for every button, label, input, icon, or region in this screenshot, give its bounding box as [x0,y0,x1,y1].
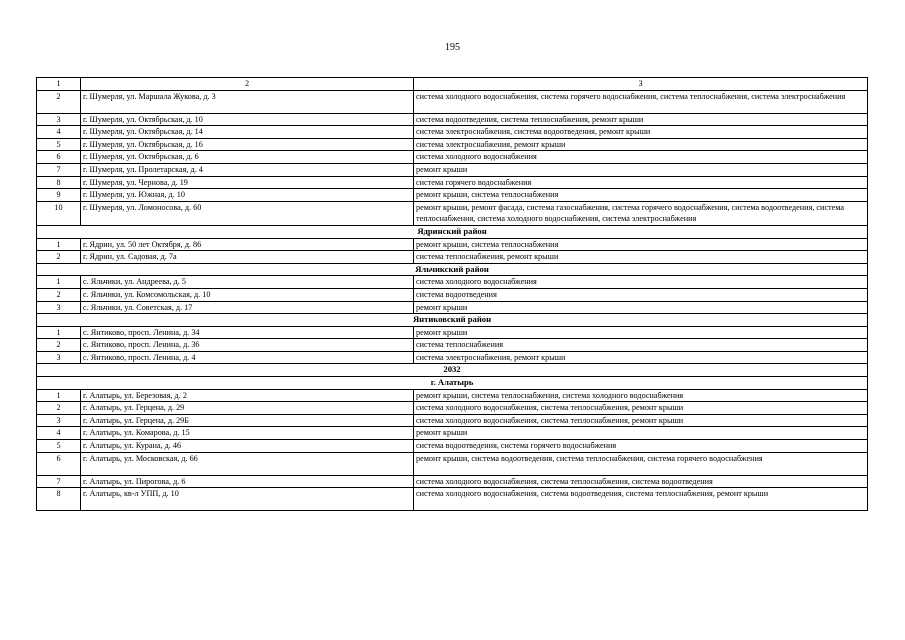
row-works: ремонт крыши, система водоотведения, система теплоснабжения, система горячего водоснабжения [414,452,868,475]
table-row [37,427,868,440]
row-address: г. Алатырь, ул. Курана, д. 46 [81,440,414,453]
table-row [37,351,868,364]
row-works: ремонт крыши, система теплоснабжения [414,189,868,202]
table-row [37,488,868,511]
row-works: ремонт крыши [414,301,868,314]
row-works: система холодного водоснабжения, система теплоснабжения, система водоотведения [414,475,868,488]
table-row [37,201,868,225]
row-works: система электроснабжения, ремонт крыши [414,138,868,151]
row-number: 8 [37,488,81,511]
repair-schedule-table [36,77,868,511]
table-row [37,163,868,176]
row-works: система холодного водоснабжения, система теплоснабжения, ремонт крыши [414,402,868,415]
row-number: 6 [37,151,81,164]
row-address: г. Ядрин, ул. Садовая, д. 7а [81,251,414,264]
section-heading: 2032 [37,364,868,377]
column-header-1: 1 [37,78,81,91]
section-heading: Ядринский район [37,225,868,238]
row-address: с. Яльчики, ул. Комсомольская, д. 10 [81,288,414,301]
table-row [37,440,868,453]
table-row [37,251,868,264]
table-row [37,452,868,475]
header-row [37,78,868,91]
section-heading: Янтиковский район [37,314,868,327]
row-address: г. Алатырь, ул. Пирогова, д. 6 [81,475,414,488]
row-number: 4 [37,126,81,139]
row-address: г. Алатырь, ул. Герцена, д. 29 [81,402,414,415]
column-header-3: 3 [414,78,868,91]
row-number: 9 [37,189,81,202]
section-heading: Яльчикский район [37,263,868,276]
page-number: 195 [445,42,460,53]
table-row [37,475,868,488]
row-number: 1 [37,326,81,339]
row-number: 1 [37,389,81,402]
row-number: 10 [37,201,81,225]
row-works: система холодного водоснабжения, система теплоснабжения, ремонт крыши [414,414,868,427]
row-number: 2 [37,288,81,301]
row-works: система электроснабжения, система водоотведения, ремонт крыши [414,126,868,139]
table-row [37,339,868,352]
row-works: ремонт крыши, система теплоснабжения, система холодного водоснабжения [414,389,868,402]
row-works: ремонт крыши, ремонт фасада, система газоснабжения, система горячего водоснабжения, система водоотведения, система теплоснабжения, система холодного водоснабжения, система электроснабжения [414,201,868,225]
row-address: г. Алатырь, ул. Комарова, д. 15 [81,427,414,440]
row-works: ремонт крыши [414,427,868,440]
row-address: г. Алатырь, ул. Московская, д. 66 [81,452,414,475]
row-address: г. Шумерля, ул. Октябрьская, д. 6 [81,151,414,164]
row-works: система горячего водоснабжения [414,176,868,189]
row-address: г. Шумерля, ул. Октябрьская, д. 10 [81,113,414,126]
row-number: 3 [37,351,81,364]
row-works: система водоотведения, система теплоснабжения, ремонт крыши [414,113,868,126]
section-heading: г. Алатырь [37,377,868,390]
table-row [37,276,868,289]
table-row [37,176,868,189]
row-address: г. Алатырь, ул. Березовая, д. 2 [81,389,414,402]
row-works: система водоотведения, система горячего водоснабжения [414,440,868,453]
row-address: г. Шумерля, ул. Пролетарская, д. 4 [81,163,414,176]
row-number: 3 [37,414,81,427]
table-row [37,389,868,402]
row-works: ремонт крыши, система теплоснабжения [414,238,868,251]
row-address: с. Яльчики, ул. Андреева, д. 5 [81,276,414,289]
row-number: 3 [37,301,81,314]
row-address: г. Шумерля, ул. Октябрьская, д. 16 [81,138,414,151]
table-row [37,189,868,202]
section-heading-row [37,263,868,276]
row-number: 2 [37,90,81,113]
row-number: 6 [37,452,81,475]
row-works: система холодного водоснабжения, система водоотведения, система теплоснабжения, ремонт крыши [414,488,868,511]
row-works: ремонт крыши [414,163,868,176]
row-works: система холодного водоснабжения [414,151,868,164]
row-works: система водоотведения [414,288,868,301]
row-number: 4 [37,427,81,440]
table-row [37,414,868,427]
row-address: г. Шумерля, ул. Чернова, д. 19 [81,176,414,189]
row-address: г. Алатырь, ул. Герцена, д. 29Б [81,414,414,427]
section-heading-row [37,225,868,238]
table-row [37,138,868,151]
row-works: система теплоснабжения [414,339,868,352]
row-address: с. Янтиково, просп. Ленина, д. 4 [81,351,414,364]
row-number: 1 [37,238,81,251]
row-address: г. Шумерля, ул. Ломоносова, д. 60 [81,201,414,225]
row-address: г. Ядрин, ул. 50 лет Октября, д. 86 [81,238,414,251]
section-heading-row [37,377,868,390]
row-address: с. Янтиково, просп. Ленина, д. 36 [81,339,414,352]
row-works: система холодного водоснабжения [414,276,868,289]
table-body [37,78,868,511]
row-works: система теплоснабжения, ремонт крыши [414,251,868,264]
table-row [37,288,868,301]
row-works: система холодного водоснабжения, система горячего водоснабжения, система теплоснабжения, система электроснабжения [414,90,868,113]
row-address: с. Яльчики, ул. Советская, д. 17 [81,301,414,314]
row-works: ремонт крыши [414,326,868,339]
row-number: 2 [37,402,81,415]
table-row [37,113,868,126]
row-number: 3 [37,113,81,126]
row-address: с. Янтиково, просп. Ленина, д. 34 [81,326,414,339]
row-number: 7 [37,475,81,488]
table-row [37,90,868,113]
column-header-2: 2 [81,78,414,91]
row-number: 2 [37,251,81,264]
row-number: 5 [37,138,81,151]
row-number: 2 [37,339,81,352]
row-number: 8 [37,176,81,189]
section-heading-row [37,314,868,327]
row-number: 5 [37,440,81,453]
table-row [37,301,868,314]
row-number: 1 [37,276,81,289]
table-row [37,402,868,415]
table-row [37,238,868,251]
table-row [37,151,868,164]
row-address: г. Шумерля, ул. Южная, д. 10 [81,189,414,202]
section-heading-row [37,364,868,377]
row-address: г. Алатырь, кв-л УПП, д. 10 [81,488,414,511]
row-works: система электроснабжения, ремонт крыши [414,351,868,364]
row-address: г. Шумерля, ул. Маршала Жукова, д. 3 [81,90,414,113]
row-number: 7 [37,163,81,176]
table-row [37,126,868,139]
table-row [37,326,868,339]
row-address: г. Шумерля, ул. Октябрьская, д. 14 [81,126,414,139]
